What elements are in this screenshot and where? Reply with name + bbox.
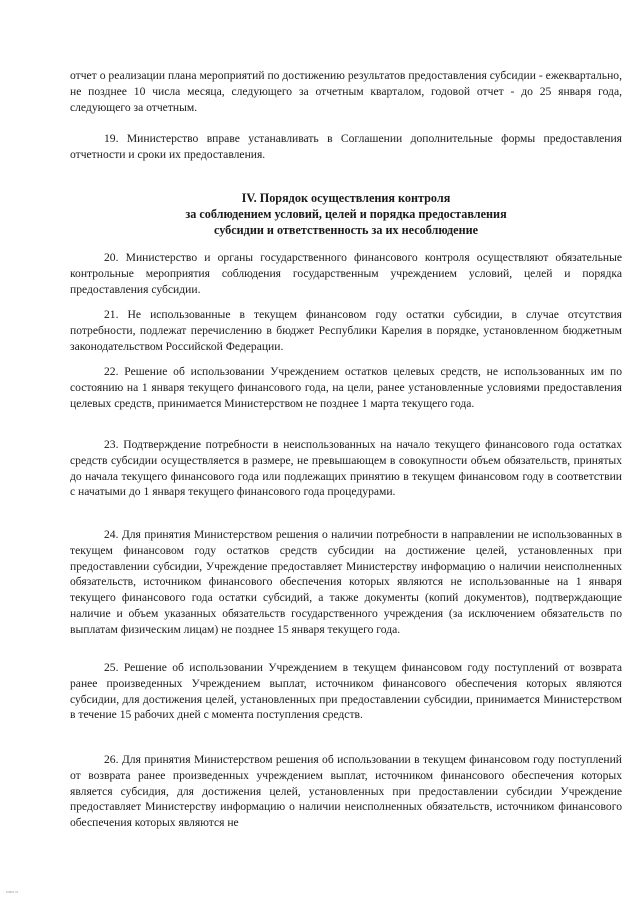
paragraph-report-continuation: отчет о реализации плана мероприятий по достижению результатов предоставления субсидии - ежеквартально, не позднее 10 числа месяца, следующего за отчетным кварталом, годовой отчет - до 25 января года, следующего за отчетным. [70, 69, 622, 114]
paragraph-26: 26. Для принятия Министерством решения об использовании в текущем финансовом году поступлений от возврата ранее произведенных учреждением выплат, источником финансового обеспечения которых является субсидия, для достижения целей, установленных при предоставлении субсидии Учреждение предоставляет Министерству информацию о наличии неисполненных обязательств, источником финансового обеспечения которых являются не [70, 753, 622, 830]
scan-artifact-mark: ▫▫▫ ▫ [6, 889, 19, 894]
section-heading-line-1: IV. Порядок осуществления контроля [241, 191, 451, 205]
paragraph-19: 19. Министерство вправе устанавливать в Соглашении дополнительные формы предоставления отчетности и сроки их предоставления. [70, 132, 622, 161]
section-heading [70, 190, 622, 238]
paragraph-22: 22. Решение об использовании Учреждением остатков целевых средств, не использованных им по состоянию на 1 января текущего финансового года, на цели, ранее установленные условиями предоставления целевых средств, принимается Министерством не позднее 1 марта текущего года. [70, 365, 622, 410]
paragraph-20: 20. Министерство и органы государственного финансового контроля осуществляют обязательные контрольные мероприятия соблюдения государственным учреждением условий, целей и порядка предоставления субсидии. [70, 251, 622, 296]
paragraph-23: 23. Подтверждение потребности в неиспользованных на начало текущего финансового года остатках средств субсидии осуществляется в размере, не превышающем в совокупности объем обязательств, принятых до начала текущего финансового года или подлежащих принятию в текущем финансовом году в соответствии с начатыми до 1 января текущего финансового года процедурами. [70, 438, 622, 499]
section-heading-line-3: субсидии и ответственность за их несоблюдение [213, 223, 479, 237]
paragraph-24: 24. Для принятия Министерством решения о наличии потребности в направлении не использованных в текущем финансовом году остатков средств субсидии на достижение целей, установленных при предоставлении субсидии, Учреждение предоставляет Министерству информацию о наличии неисполненных обязательств, источником финансового обеспечения которых являются не использованные на 1 января текущего финансового года остатки субсидий, а также документы (копий документов), подтверждающие наличие и объем указанных обязательств государственного учреждения (за исключением обязательств по выплатам физическим лицам) не позднее 15 января текущего года. [70, 528, 622, 636]
paragraph-25: 25. Решение об использовании Учреждением в текущем финансовом году поступлений от возврата ранее произведенных Учреждением выплат, источником финансового обеспечения которых являются субсидии, для достижения целей, установленных при предоставлении субсидии, принимается Министерством в течение 15 рабочих дней с момента поступления средств. [70, 661, 622, 722]
section-heading-line-2: за соблюдением условий, целей и порядка предоставления [185, 207, 507, 221]
paragraph-21: 21. Не использованные в текущем финансовом году остатки субсидии, в случае отсутствия потребности, подлежат перечислению в бюджет Республики Карелия в порядке, установленном бюджетным законодательством Российской Федерации. [70, 308, 622, 353]
